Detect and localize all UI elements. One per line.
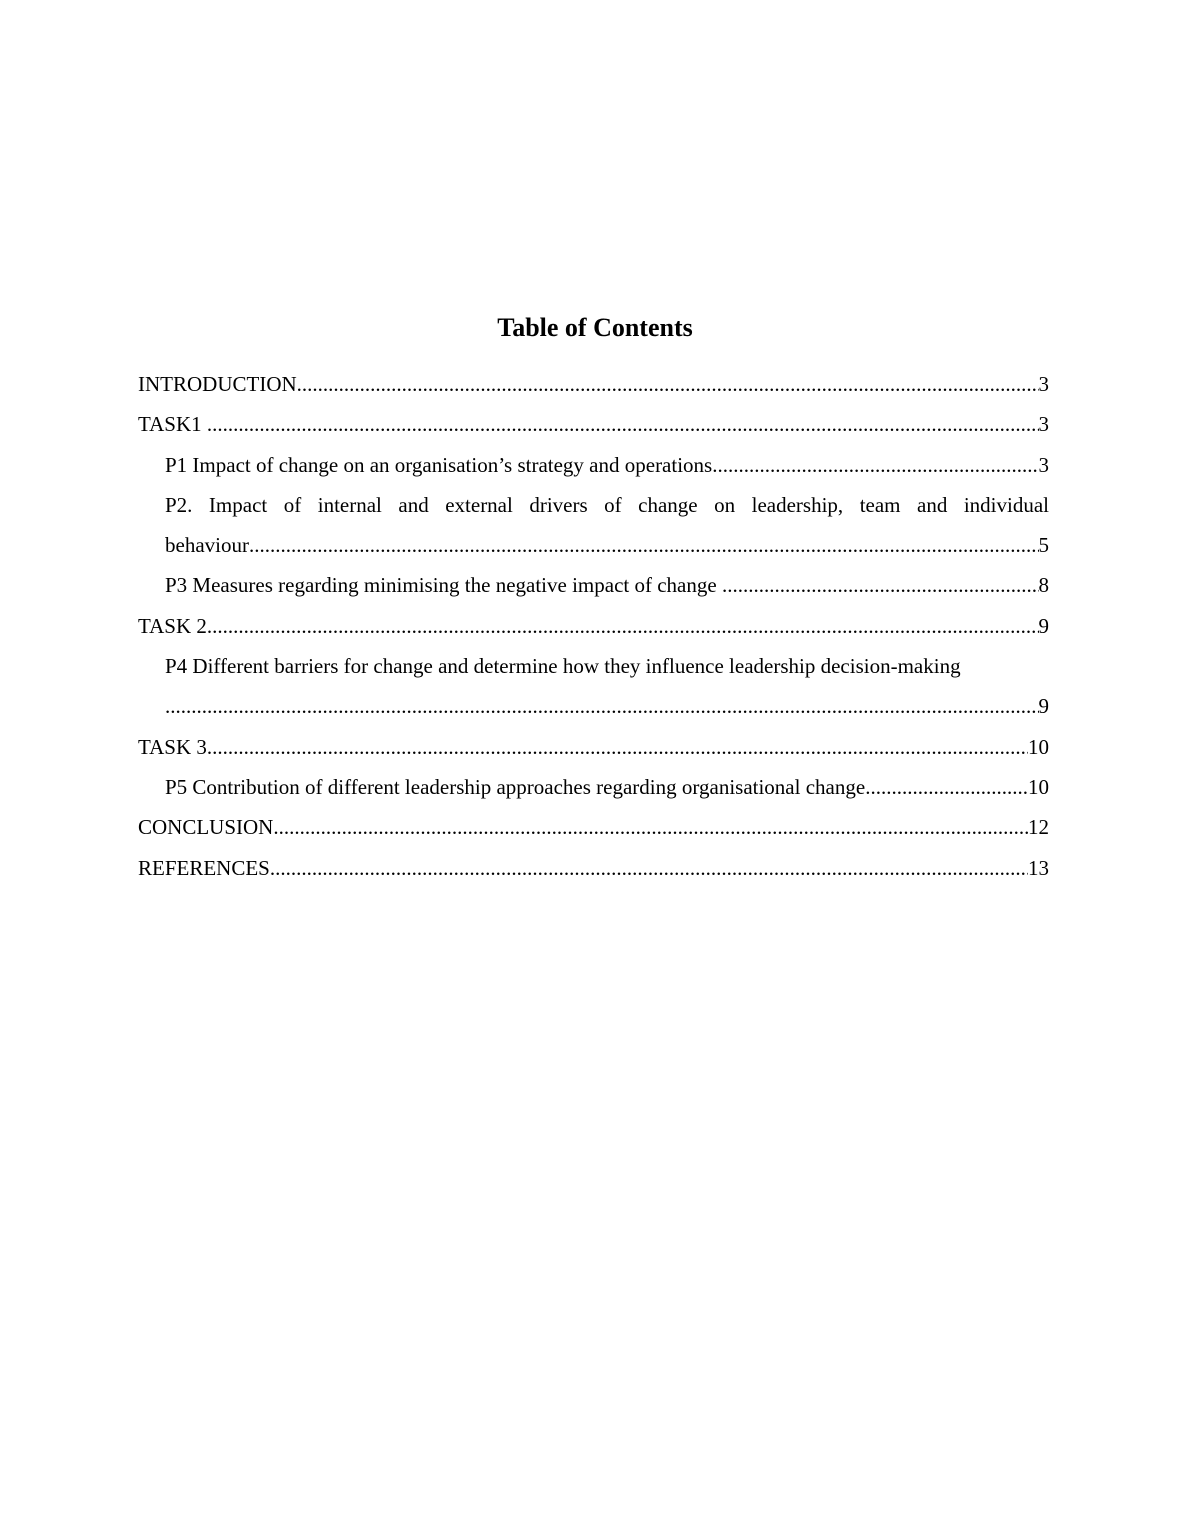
toc-entry-label-line2: behaviour bbox=[165, 533, 249, 558]
toc-leader-dots bbox=[722, 565, 1039, 605]
toc-entry-line2 bbox=[165, 686, 1049, 726]
toc-entry-page: 10 bbox=[1028, 774, 1049, 799]
toc-entry-label: CONCLUSION bbox=[138, 815, 274, 840]
toc-entry-label: TASK1 bbox=[138, 412, 207, 437]
toc-leader-dots bbox=[297, 364, 1039, 404]
toc-entry-label: P5 Contribution of different leadership approaches regarding organisational change bbox=[165, 774, 866, 799]
toc-leader-dots bbox=[207, 727, 1028, 767]
toc-entry-page: 3 bbox=[1038, 372, 1049, 396]
toc-entry-label-line1: P4 Different barriers for change and determine how they influence leadership decision-making bbox=[165, 654, 961, 679]
toc-entry-p5[interactable] bbox=[138, 767, 1049, 807]
toc-entry-page: 12 bbox=[1028, 815, 1049, 840]
toc-entry-page: 9 bbox=[1038, 694, 1049, 719]
toc-entry-p2[interactable] bbox=[138, 485, 1049, 566]
toc-leader-dots bbox=[865, 767, 1028, 807]
toc-leader-dots bbox=[165, 686, 1039, 726]
toc-entry-label: P1 Impact of change on an organisation’s strategy and operations bbox=[165, 452, 713, 477]
toc-entry-line2 bbox=[165, 525, 1049, 565]
toc-entry-label-line1: P2. Impact of internal and external drivers of change on leadership, team and individual bbox=[165, 492, 1049, 517]
table-of-contents bbox=[138, 364, 1049, 888]
toc-entry-page: 5 bbox=[1038, 533, 1049, 558]
toc-entry-conclusion[interactable] bbox=[138, 807, 1049, 847]
toc-leader-dots bbox=[249, 525, 1039, 565]
toc-leader-dots bbox=[270, 848, 1028, 888]
toc-entry-page: 13 bbox=[1028, 855, 1049, 880]
toc-entry-page: 9 bbox=[1038, 613, 1049, 638]
toc-entry-task2[interactable] bbox=[138, 606, 1049, 646]
toc-entry-task3[interactable] bbox=[138, 727, 1049, 767]
toc-entry-task1[interactable] bbox=[138, 404, 1049, 444]
toc-entry-page: 10 bbox=[1028, 734, 1049, 759]
toc-entry-page: 8 bbox=[1038, 573, 1049, 598]
toc-title: Table of Contents bbox=[497, 313, 693, 342]
toc-entry-label: TASK 3 bbox=[138, 734, 207, 759]
toc-leader-dots bbox=[273, 807, 1028, 847]
toc-entry-introduction[interactable] bbox=[138, 364, 1049, 404]
toc-entry-references[interactable] bbox=[138, 848, 1049, 888]
toc-entry-label: INTRODUCTION bbox=[138, 372, 297, 396]
toc-entry-p1[interactable] bbox=[138, 445, 1049, 485]
toc-entry-label: REFERENCES bbox=[138, 855, 270, 880]
toc-entry-label: TASK 2 bbox=[138, 613, 207, 638]
toc-leader-dots bbox=[207, 606, 1039, 646]
toc-entry-p3[interactable] bbox=[138, 565, 1049, 605]
toc-entry-page: 3 bbox=[1038, 452, 1049, 477]
toc-leader-dots bbox=[207, 404, 1039, 444]
toc-entry-p4[interactable] bbox=[138, 646, 1049, 727]
toc-leader-dots bbox=[712, 445, 1038, 485]
toc-entry-label: P3 Measures regarding minimising the negative impact of change bbox=[165, 573, 722, 598]
toc-entry-page: 3 bbox=[1038, 412, 1049, 437]
